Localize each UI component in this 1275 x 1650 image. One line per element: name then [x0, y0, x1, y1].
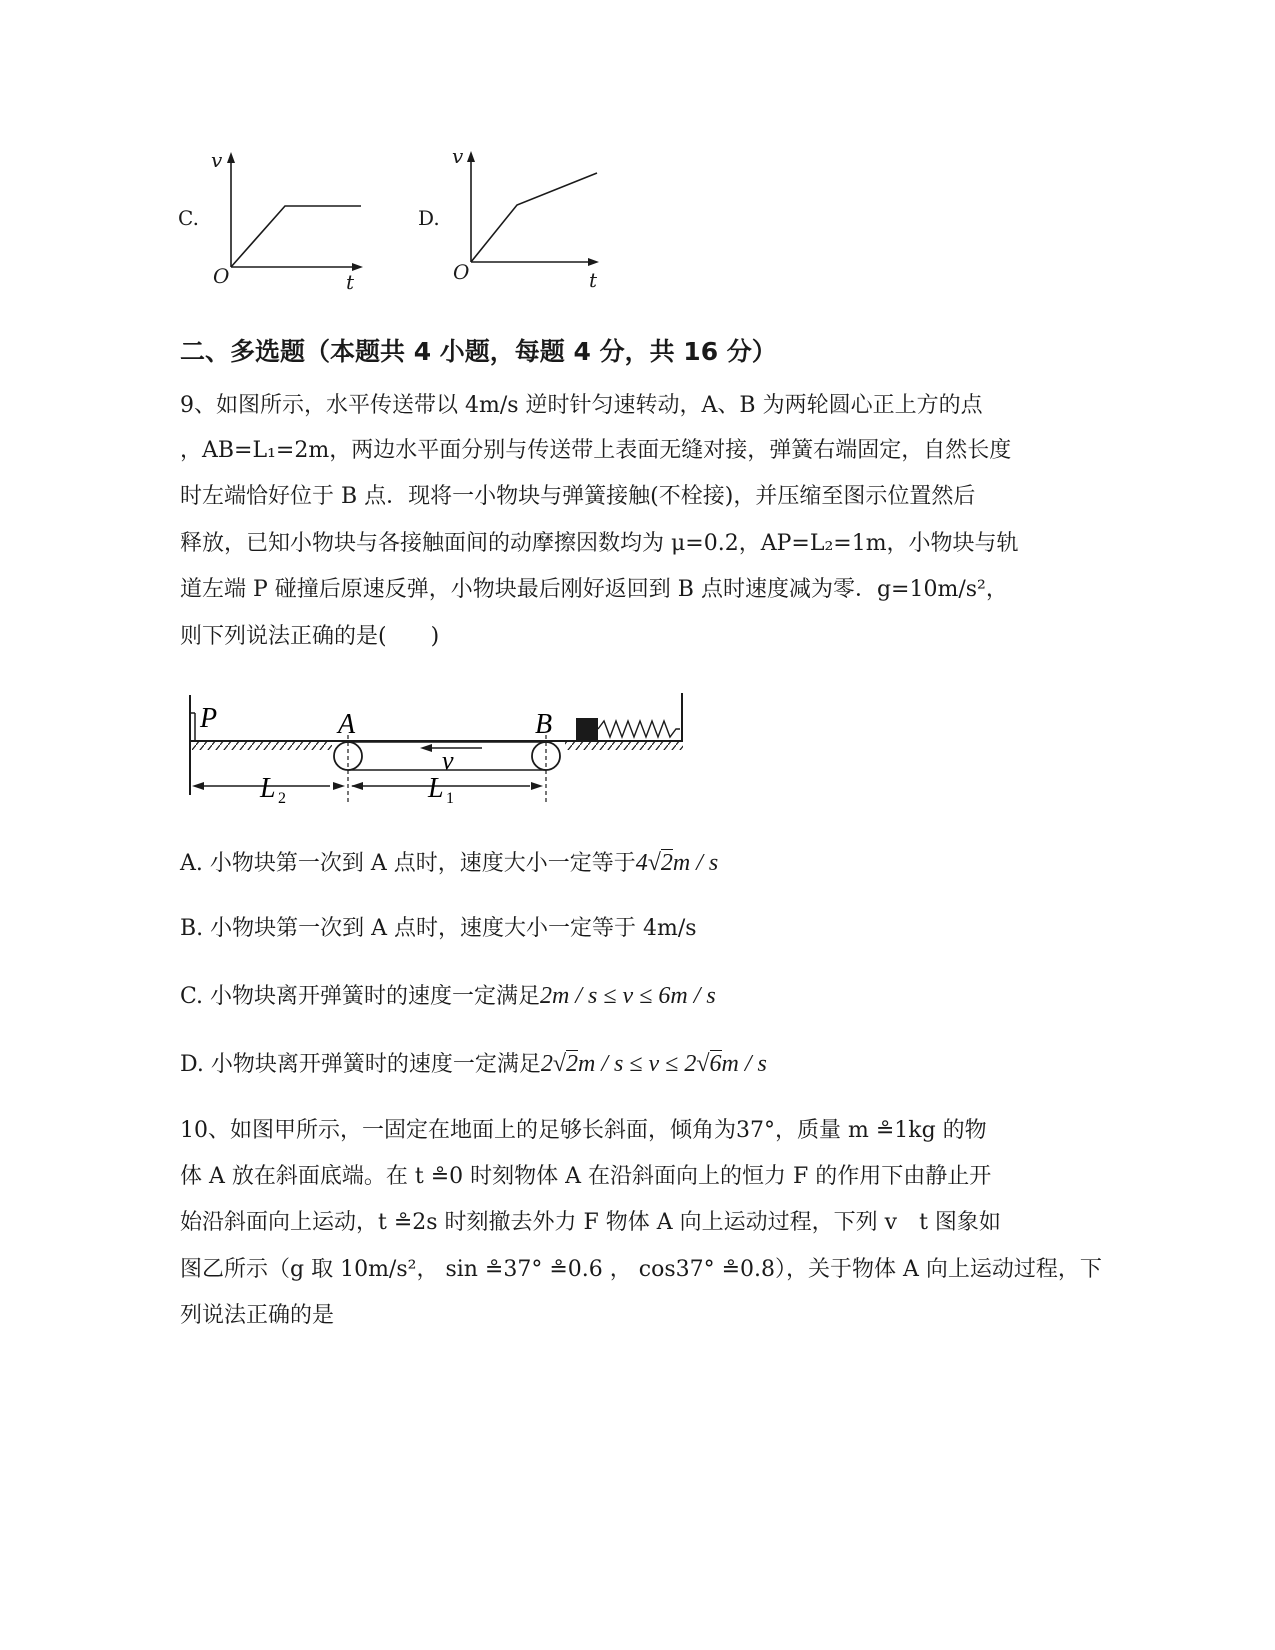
label-b: B: [535, 709, 553, 740]
graph-d-axis-t: t: [589, 268, 598, 292]
graph-d-origin: O: [453, 260, 470, 284]
label-l1: L: [428, 773, 444, 804]
label-l2-sub: 2: [278, 790, 286, 807]
q9-option-a: [180, 848, 718, 879]
label-l2: L: [260, 773, 276, 804]
q10-line-4: 图乙所示（g 取 10m/s²， sin ≗37° ≗0.6 ， cos37° ≗0.8），关于物体 A 向上运动过程，下: [180, 1257, 1102, 1282]
graph-c-curve: [231, 206, 361, 267]
graph-d-axis-v: v: [452, 144, 464, 168]
label-p: P: [200, 703, 218, 734]
graph-c: [175, 140, 375, 300]
d-rad2: 6: [709, 1051, 722, 1077]
q9-option-d-math: 2√2m / s ≤ v ≤ 2√6m / s: [540, 1051, 767, 1077]
q9-option-d-text: D. 小物块离开弹簧时的速度一定满足: [180, 1052, 541, 1077]
block-icon: [576, 718, 598, 740]
graph-d-letter: D.: [418, 206, 440, 230]
q9-line-1: 9、如图所示，水平传送带以 4m/s 逆时针匀速转动，A、B 为两轮圆心正上方的点: [180, 393, 983, 418]
q9-option-a-math: 4√2m / s: [635, 850, 719, 876]
q9-conveyor-figure: [180, 685, 700, 815]
section-heading: 二、多选题（本题共 4 小题，每题 4 分，共 16 分）: [180, 337, 777, 366]
q9-option-b: B. 小物块第一次到 A 点时，速度大小一定等于 4m/s: [180, 916, 697, 941]
a-unit: m / s: [672, 850, 719, 876]
graph-d: [415, 140, 615, 300]
d-rad1: 2: [566, 1051, 579, 1077]
q9-line-6: 则下列说法正确的是( ): [180, 624, 440, 649]
q10-line-5: 列说法正确的是: [180, 1303, 335, 1328]
q9-line-4: 释放，已知小物块与各接触面间的动摩擦因数均为 μ=0.2，AP=L₂=1m，小物块与轨: [180, 531, 1019, 556]
q9-option-d: [180, 1049, 767, 1080]
label-v: v: [442, 746, 454, 775]
q10-line-3: 始沿斜面向上运动，t ≗2s 时刻撤去外力 F 物体 A 向上运动过程，下列 v t 图象如: [180, 1210, 1001, 1235]
q9-option-c-math: 2m / s ≤ v ≤ 6m / s: [540, 983, 716, 1009]
q9-option-c: [180, 981, 716, 1012]
graph-c-letter: C.: [178, 206, 199, 230]
q10-line-2: 体 A 放在斜面底端。在 t ≗0 时刻物体 A 在沿斜面向上的恒力 F 的作用下由静止开: [180, 1164, 992, 1189]
label-l1-sub: 1: [446, 790, 454, 807]
d-unit: m / s: [721, 1051, 767, 1077]
d-coef1: 2: [540, 1051, 553, 1077]
q9-line-5: 道左端 P 碰撞后原速反弹，小物块最后刚好返回到 B 点时速度减为零．g=10m/s²，: [180, 577, 1008, 602]
graph-c-plot: [175, 140, 375, 300]
graph-d-curve: [471, 173, 597, 262]
q9-option-a-text: A. 小物块第一次到 A 点时，速度大小一定等于: [180, 851, 636, 876]
graph-c-origin: O: [213, 264, 230, 288]
d-mid: m / s ≤ v ≤ 2: [578, 1051, 697, 1077]
spring-icon: [598, 721, 680, 737]
q9-line-2: ，AB=L₁=2m，两边水平面分别与传送带上表面无缝对接，弹簧右端固定，自然长度: [180, 438, 1012, 463]
label-a: A: [338, 709, 356, 740]
q10-line-1: 10、如图甲所示，一固定在地面上的足够长斜面，倾角为37°，质量 m ≗1kg 的物: [180, 1118, 987, 1143]
a-rad: 2: [660, 850, 673, 876]
q9-option-c-text: C. 小物块离开弹簧时的速度一定满足: [180, 984, 541, 1009]
a-coef: 4: [635, 850, 648, 876]
graph-d-plot: [415, 140, 615, 300]
graph-c-axis-v: v: [211, 148, 223, 172]
q9-line-3: 时左端恰好位于 B 点．现将一小物块与弹簧接触(不栓接)，并压缩至图示位置然后: [180, 484, 976, 509]
graph-c-axis-t: t: [346, 270, 355, 294]
